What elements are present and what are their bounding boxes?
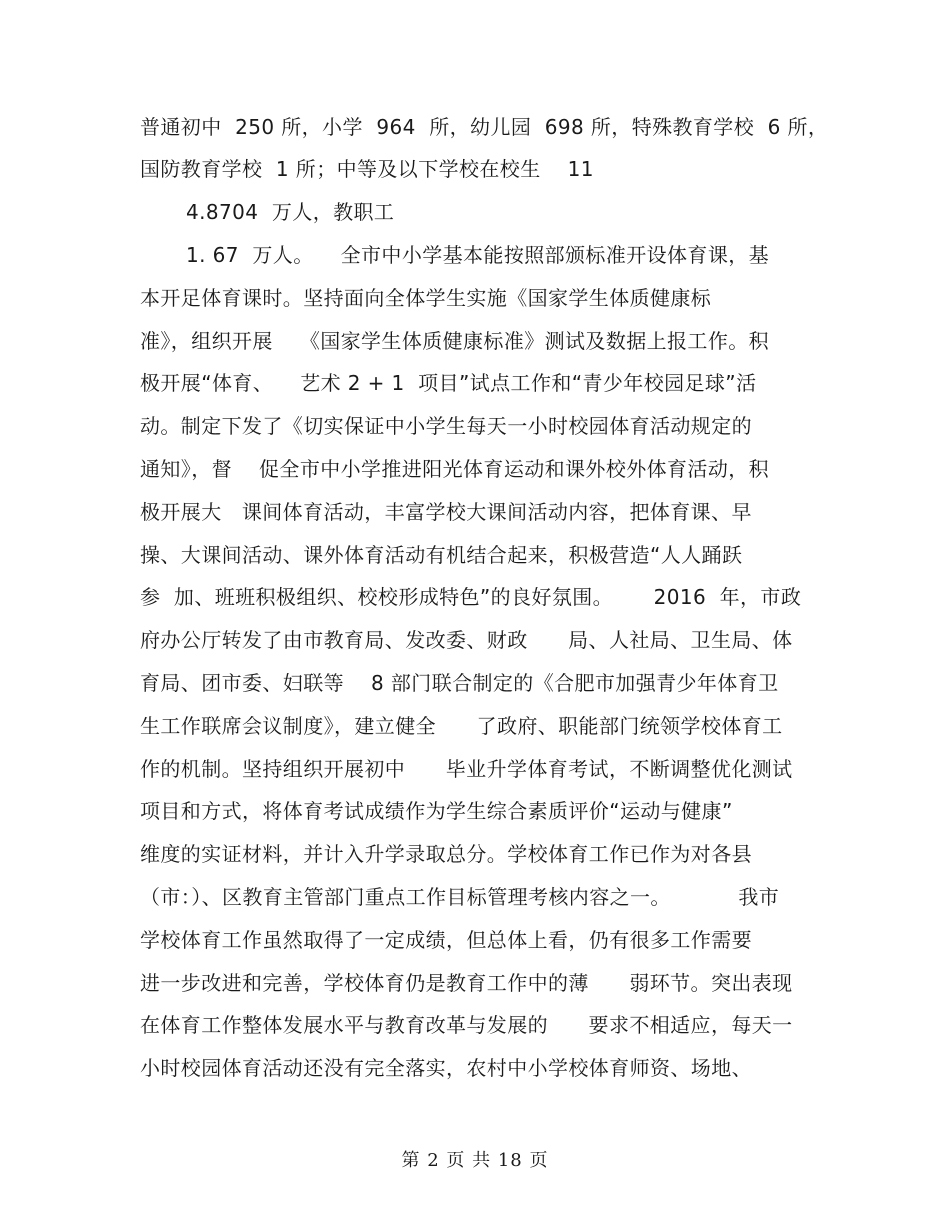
body-text-line: 维度的实证材料，并计入升学录取总分。学校体育工作已作为对各县 xyxy=(140,842,752,866)
body-text-line: 本开足体育课时。坚持面向全体学生实施《国家学生体质健康标 xyxy=(140,286,712,310)
body-text-line: 通知》，督 促全市中小学推进阳光体育运动和课外校外体育活动，积 xyxy=(140,457,770,481)
body-text-line: 府办公厅转发了由市教育局、发改委、财政 局、人社局、卫生局、体 xyxy=(140,628,793,652)
body-text-line: 1. 67 万人。 全市中小学基本能按照部颁标准开设体育课，基 xyxy=(186,243,770,267)
body-text-line: 作的机制。坚持组织开展初中 毕业升学体育考试，不断调整优化测试 xyxy=(140,757,793,781)
body-text-line: 极开展“体育、 艺术 2 + 1 项目”试点工作和“青少年校园足球”活 xyxy=(140,371,757,395)
page-number-footer: 第 2 页 共 18 页 xyxy=(401,1150,549,1171)
body-text-line: 育局、团市委、妇联等 8 部门联合制定的《合肥市加强青少年体育卫 xyxy=(140,671,779,695)
body-text-line: 学校体育工作虽然取得了一定成绩，但总体上看，仍有很多工作需要 xyxy=(140,928,752,952)
body-text-line: 生工作联席会议制度》，建立健全 了政府、职能部门统领学校体育工 xyxy=(140,714,783,738)
body-text-line: 进一步改进和完善，学校体育仍是教育工作中的薄 弱环节。突出表现 xyxy=(140,971,793,995)
body-text-line: 小时校园体育活动还没有完全落实，农村中小学校体育师资、场地、 xyxy=(140,1056,752,1080)
body-text-line: （市：）、区教育主管部门重点工作目标管理考核内容之一。 我市 xyxy=(140,885,780,909)
body-text-line: 操、大课间活动、课外体育活动有机结合起来，积极营造“人人踊跃 xyxy=(140,543,743,567)
body-text-line: 极开展大 课间体育活动，丰富学校大课间活动内容，把体育课、早 xyxy=(140,500,752,524)
body-text-line: 国防教育学校 1 所；中等及以下学校在校生 11 xyxy=(140,157,594,181)
body-text-line: 项目和方式，将体育考试成绩作为学生综合素质评价“运动与健康” xyxy=(140,799,733,823)
body-text-line: 4.8704 万人，教职工 xyxy=(186,200,395,224)
body-text-line: 普通初中 250 所，小学 964 所，幼儿园 698 所，特殊教育学校 6 所， xyxy=(140,115,829,139)
body-text-line: 动。制定下发了《切实保证中小学生每天一小时校园体育活动规定的 xyxy=(140,414,752,438)
body-text-line: 在体育工作整体发展水平与教育改革与发展的 要求不相适应，每天一 xyxy=(140,1013,793,1037)
body-text-line: 准》，组织开展 《国家学生体质健康标准》测试及数据上报工作。积 xyxy=(140,329,770,353)
body-text-line: 参 加、班班积极组织、校校形成特色”的良好氛围。 2016 年，市政 xyxy=(140,585,802,609)
